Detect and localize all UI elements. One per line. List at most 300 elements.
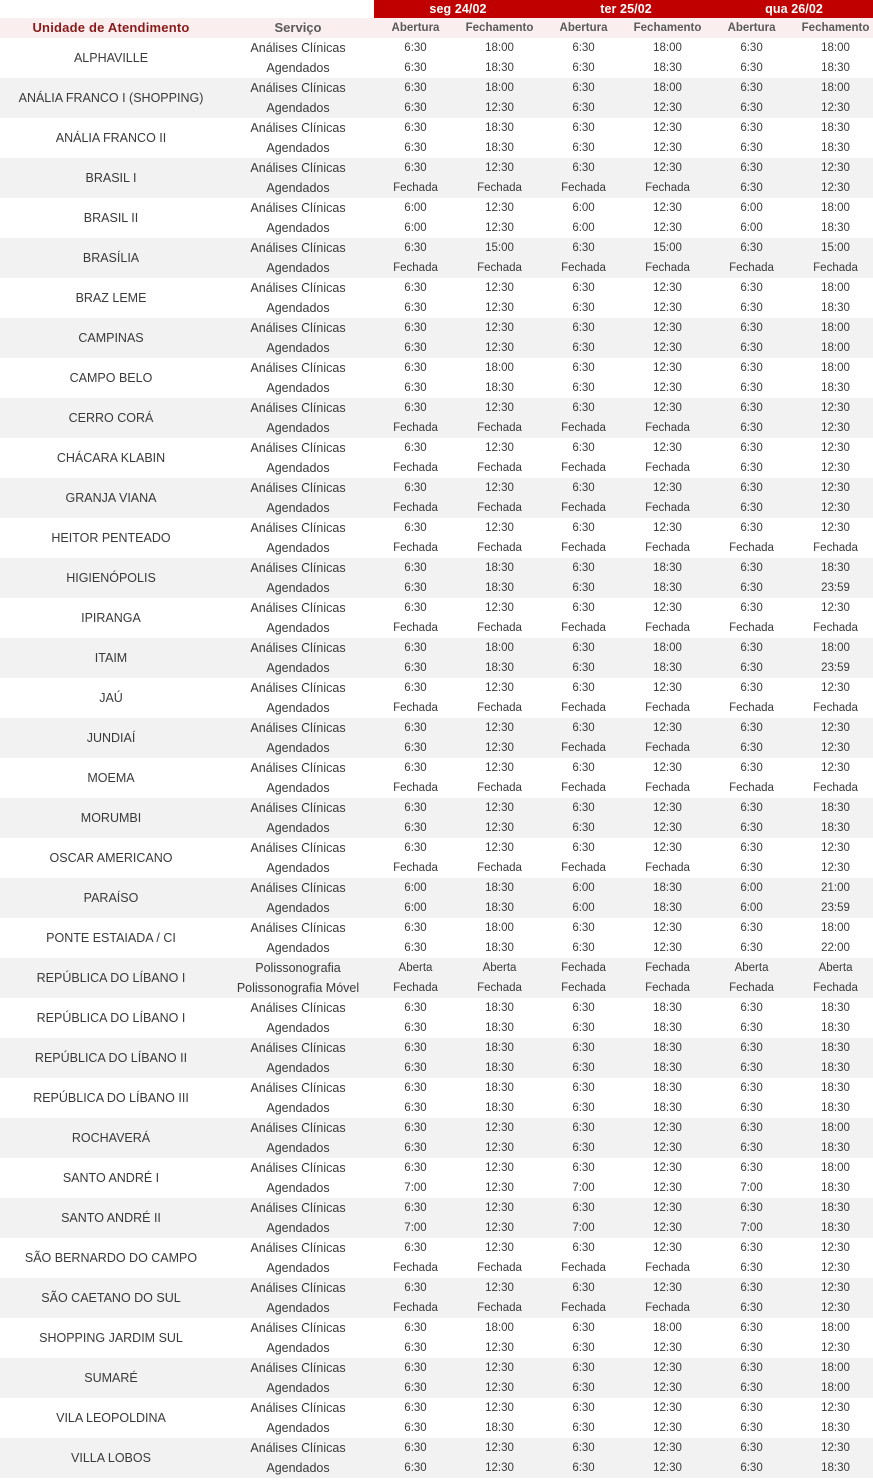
service-name-cell: Agendados <box>222 618 374 638</box>
opening-time-cell: 6:30 <box>710 158 793 178</box>
table-row <box>0 78 873 98</box>
opening-time-cell: 6:00 <box>710 218 793 238</box>
service-name-cell: Agendados <box>222 418 374 438</box>
table-row <box>0 238 873 258</box>
unit-name-cell: BRASIL II <box>0 198 222 238</box>
service-name-cell: Análises Clínicas <box>222 358 374 378</box>
table-row <box>0 1238 873 1258</box>
opening-time-cell: 6:30 <box>542 1318 625 1338</box>
opening-time-cell: Fechada <box>542 458 625 478</box>
closing-time-cell: 18:00 <box>625 78 710 98</box>
opening-time-cell: 6:30 <box>542 1098 625 1118</box>
closing-time-cell: 18:30 <box>793 558 873 578</box>
table-row <box>0 798 873 818</box>
table-row <box>0 638 873 658</box>
service-name-cell: Análises Clínicas <box>222 1438 374 1458</box>
closing-time-cell: 12:30 <box>457 318 542 338</box>
opening-time-cell: 6:30 <box>542 718 625 738</box>
closing-time-cell: 12:30 <box>625 1178 710 1198</box>
closing-time-cell: 12:30 <box>625 98 710 118</box>
opening-time-cell: 6:30 <box>374 1118 457 1138</box>
closing-time-cell: 18:30 <box>625 1018 710 1038</box>
service-name-cell: Agendados <box>222 498 374 518</box>
service-name-cell: Polissonografia Móvel <box>222 978 374 998</box>
opening-time-cell: 6:30 <box>542 1398 625 1418</box>
closing-time-cell: 18:00 <box>625 638 710 658</box>
closing-time-cell: 18:00 <box>793 1358 873 1378</box>
service-name-cell: Agendados <box>222 1138 374 1158</box>
table-row <box>0 1438 873 1458</box>
closing-time-cell: 18:00 <box>793 198 873 218</box>
unit-name-cell: ANÁLIA FRANCO II <box>0 118 222 158</box>
closing-time-cell: Fechada <box>457 498 542 518</box>
opening-time-cell: 6:30 <box>710 1438 793 1458</box>
opening-time-cell: 6:00 <box>374 878 457 898</box>
closing-time-cell: 18:30 <box>793 118 873 138</box>
closing-time-cell: 18:30 <box>457 1078 542 1098</box>
opening-time-cell: 6:30 <box>710 1378 793 1398</box>
opening-time-cell: 6:30 <box>374 758 457 778</box>
closing-time-cell: 18:30 <box>793 1098 873 1118</box>
opening-time-cell: 6:30 <box>710 1338 793 1358</box>
opening-time-cell: 6:30 <box>374 1158 457 1178</box>
closing-time-cell: 12:30 <box>625 1278 710 1298</box>
opening-time-cell: Fechada <box>710 978 793 998</box>
header-unit: Unidade de Atendimento <box>0 18 222 38</box>
opening-time-cell: 6:30 <box>710 518 793 538</box>
opening-time-cell: Fechada <box>542 978 625 998</box>
opening-time-cell: Fechada <box>542 178 625 198</box>
header-open-2: Abertura <box>542 18 625 38</box>
closing-time-cell: 18:30 <box>625 878 710 898</box>
opening-time-cell: 6:30 <box>710 1118 793 1138</box>
closing-time-cell: 18:30 <box>793 1218 873 1238</box>
unit-name-cell: SANTO ANDRÉ II <box>0 1198 222 1238</box>
unit-name-cell: REPÚBLICA DO LÍBANO II <box>0 1038 222 1078</box>
closing-time-cell: Fechada <box>625 458 710 478</box>
closing-time-cell: 18:30 <box>793 298 873 318</box>
closing-time-cell: 12:30 <box>625 1158 710 1178</box>
closing-time-cell: 12:30 <box>793 1298 873 1318</box>
service-name-cell: Análises Clínicas <box>222 598 374 618</box>
closing-time-cell: 18:30 <box>793 998 873 1018</box>
closing-time-cell: 18:30 <box>793 1178 873 1198</box>
closing-time-cell: Fechada <box>625 698 710 718</box>
service-name-cell: Polissonografia <box>222 958 374 978</box>
closing-time-cell: Fechada <box>625 1298 710 1318</box>
service-name-cell: Análises Clínicas <box>222 1358 374 1378</box>
closing-time-cell: Fechada <box>625 538 710 558</box>
closing-time-cell: 18:00 <box>793 78 873 98</box>
closing-time-cell: 12:30 <box>625 138 710 158</box>
closing-time-cell: 12:30 <box>457 198 542 218</box>
closing-time-cell: 12:30 <box>457 838 542 858</box>
opening-time-cell: 6:30 <box>710 1358 793 1378</box>
service-name-cell: Agendados <box>222 298 374 318</box>
opening-time-cell: 6:30 <box>374 1018 457 1038</box>
closing-time-cell: 12:30 <box>625 1358 710 1378</box>
closing-time-cell: 12:30 <box>457 98 542 118</box>
opening-time-cell: Fechada <box>374 538 457 558</box>
closing-time-cell: 18:00 <box>457 1318 542 1338</box>
closing-time-cell: 12:30 <box>793 158 873 178</box>
closing-time-cell: 18:30 <box>625 58 710 78</box>
service-name-cell: Agendados <box>222 98 374 118</box>
service-name-cell: Análises Clínicas <box>222 1038 374 1058</box>
closing-time-cell: 12:30 <box>457 278 542 298</box>
opening-time-cell: 6:30 <box>542 638 625 658</box>
table-row <box>0 1318 873 1338</box>
closing-time-cell: 12:30 <box>457 1458 542 1478</box>
opening-time-cell: Fechada <box>374 498 457 518</box>
closing-time-cell: 18:30 <box>625 1098 710 1118</box>
opening-time-cell: 6:30 <box>374 1418 457 1438</box>
service-name-cell: Análises Clínicas <box>222 38 374 58</box>
opening-time-cell: 6:30 <box>710 118 793 138</box>
closing-time-cell: 18:30 <box>793 218 873 238</box>
closing-time-cell: 18:00 <box>793 1158 873 1178</box>
table-row <box>0 278 873 298</box>
unit-name-cell: GRANJA VIANA <box>0 478 222 518</box>
closing-time-cell: 12:30 <box>625 1238 710 1258</box>
closing-time-cell: 12:30 <box>457 1278 542 1298</box>
opening-time-cell: Fechada <box>710 258 793 278</box>
opening-time-cell: 6:30 <box>542 1058 625 1078</box>
closing-time-cell: 12:30 <box>793 838 873 858</box>
closing-time-cell: 18:30 <box>625 1058 710 1078</box>
closing-time-cell: 12:30 <box>457 1158 542 1178</box>
table-row <box>0 198 873 218</box>
opening-time-cell: 6:30 <box>542 358 625 378</box>
service-name-cell: Análises Clínicas <box>222 1278 374 1298</box>
opening-time-cell: 6:30 <box>374 1378 457 1398</box>
closing-time-cell: 23:59 <box>793 658 873 678</box>
opening-time-cell: 6:30 <box>710 58 793 78</box>
opening-time-cell: 6:30 <box>542 1458 625 1478</box>
opening-time-cell: 6:00 <box>542 218 625 238</box>
service-name-cell: Agendados <box>222 1338 374 1358</box>
table-row <box>0 1198 873 1218</box>
opening-time-cell: 6:30 <box>374 338 457 358</box>
closing-time-cell: 12:30 <box>457 518 542 538</box>
closing-time-cell: Fechada <box>625 178 710 198</box>
service-name-cell: Agendados <box>222 1418 374 1438</box>
opening-time-cell: 6:30 <box>374 598 457 618</box>
closing-time-cell: Fechada <box>625 958 710 978</box>
service-name-cell: Agendados <box>222 778 374 798</box>
closing-time-cell: Fechada <box>457 178 542 198</box>
opening-time-cell: 6:30 <box>542 238 625 258</box>
unit-name-cell: HEITOR PENTEADO <box>0 518 222 558</box>
closing-time-cell: Fechada <box>457 258 542 278</box>
opening-time-cell: 6:30 <box>542 1078 625 1098</box>
service-name-cell: Análises Clínicas <box>222 1398 374 1418</box>
unit-name-cell: CAMPO BELO <box>0 358 222 398</box>
unit-name-cell: JAÚ <box>0 678 222 718</box>
closing-time-cell: 18:30 <box>457 378 542 398</box>
opening-time-cell: 6:30 <box>542 98 625 118</box>
closing-time-cell: 12:30 <box>793 178 873 198</box>
opening-time-cell: 6:30 <box>542 1358 625 1378</box>
closing-time-cell: 12:30 <box>793 718 873 738</box>
service-name-cell: Análises Clínicas <box>222 1238 374 1258</box>
closing-time-cell: 18:30 <box>457 1018 542 1038</box>
opening-time-cell: 6:30 <box>374 1458 457 1478</box>
closing-time-cell: 12:30 <box>625 938 710 958</box>
table-row <box>0 758 873 778</box>
closing-time-cell: 18:30 <box>457 118 542 138</box>
closing-time-cell: 15:00 <box>457 238 542 258</box>
service-name-cell: Análises Clínicas <box>222 318 374 338</box>
opening-time-cell: 6:30 <box>710 438 793 458</box>
opening-time-cell: 6:00 <box>542 198 625 218</box>
closing-time-cell: 18:00 <box>457 638 542 658</box>
banner-spacer-service <box>222 0 374 18</box>
opening-time-cell: Fechada <box>374 1298 457 1318</box>
unit-name-cell: ALPHAVILLE <box>0 38 222 78</box>
unit-name-cell: SÃO BERNARDO DO CAMPO <box>0 1238 222 1278</box>
unit-name-cell: VILLA LOBOS <box>0 1438 222 1478</box>
opening-time-cell: 6:00 <box>374 198 457 218</box>
table-row <box>0 318 873 338</box>
opening-time-cell: 6:30 <box>542 918 625 938</box>
opening-time-cell: 6:30 <box>710 1038 793 1058</box>
opening-time-cell: 6:30 <box>710 178 793 198</box>
closing-time-cell: 12:30 <box>457 1198 542 1218</box>
closing-time-cell: 12:30 <box>625 318 710 338</box>
opening-time-cell: Fechada <box>374 258 457 278</box>
closing-time-cell: 12:30 <box>625 1438 710 1458</box>
closing-time-cell: Fechada <box>625 258 710 278</box>
opening-time-cell: 6:30 <box>710 278 793 298</box>
opening-time-cell: 6:30 <box>374 518 457 538</box>
closing-time-cell: 18:00 <box>793 1118 873 1138</box>
closing-time-cell: 15:00 <box>625 238 710 258</box>
closing-time-cell: 12:30 <box>457 818 542 838</box>
opening-time-cell: 6:30 <box>710 738 793 758</box>
closing-time-cell: 12:30 <box>793 1338 873 1358</box>
service-name-cell: Agendados <box>222 58 374 78</box>
closing-time-cell: 12:30 <box>457 1338 542 1358</box>
opening-time-cell: 6:30 <box>542 78 625 98</box>
closing-time-cell: 18:30 <box>625 578 710 598</box>
closing-time-cell: 12:30 <box>625 1398 710 1418</box>
closing-time-cell: 12:30 <box>625 198 710 218</box>
opening-time-cell: 6:30 <box>542 58 625 78</box>
service-name-cell: Agendados <box>222 938 374 958</box>
service-name-cell: Análises Clínicas <box>222 198 374 218</box>
opening-time-cell: 6:00 <box>374 898 457 918</box>
closing-time-cell: 18:00 <box>793 318 873 338</box>
closing-time-cell: 18:30 <box>793 58 873 78</box>
unit-name-cell: SUMARÉ <box>0 1358 222 1398</box>
closing-time-cell: Fechada <box>625 778 710 798</box>
opening-time-cell: 6:30 <box>710 838 793 858</box>
closing-time-cell: 12:30 <box>457 738 542 758</box>
opening-time-cell: 6:30 <box>374 818 457 838</box>
opening-time-cell: 6:30 <box>374 1318 457 1338</box>
opening-time-cell: Fechada <box>542 418 625 438</box>
opening-time-cell: 6:30 <box>710 458 793 478</box>
closing-time-cell: 18:00 <box>793 338 873 358</box>
unit-name-cell: CAMPINAS <box>0 318 222 358</box>
opening-time-cell: 6:30 <box>542 118 625 138</box>
header-service: Serviço <box>222 18 374 38</box>
closing-time-cell: Fechada <box>457 978 542 998</box>
table-row <box>0 678 873 698</box>
opening-time-cell: 6:30 <box>374 358 457 378</box>
opening-time-cell: 6:30 <box>542 558 625 578</box>
unit-name-cell: CHÁCARA KLABIN <box>0 438 222 478</box>
closing-time-cell: 12:30 <box>457 1358 542 1378</box>
closing-time-cell: 12:30 <box>625 1418 710 1438</box>
opening-time-cell: 6:00 <box>710 198 793 218</box>
closing-time-cell: 18:30 <box>457 658 542 678</box>
closing-time-cell: 12:30 <box>625 378 710 398</box>
closing-time-cell: Fechada <box>457 698 542 718</box>
closing-time-cell: 12:30 <box>457 218 542 238</box>
opening-time-cell: 6:30 <box>710 498 793 518</box>
unit-name-cell: JUNDIAÍ <box>0 718 222 758</box>
closing-time-cell: 12:30 <box>457 1238 542 1258</box>
opening-time-cell: Fechada <box>542 778 625 798</box>
opening-time-cell: 6:30 <box>374 58 457 78</box>
opening-time-cell: 6:30 <box>542 598 625 618</box>
service-name-cell: Agendados <box>222 1378 374 1398</box>
opening-time-cell: 6:30 <box>374 1098 457 1118</box>
service-name-cell: Agendados <box>222 138 374 158</box>
table-row <box>0 1118 873 1138</box>
opening-time-cell: 6:30 <box>710 238 793 258</box>
closing-time-cell: 12:30 <box>625 1338 710 1358</box>
opening-time-cell: 6:30 <box>542 838 625 858</box>
opening-time-cell: 6:30 <box>710 798 793 818</box>
day-header-1: seg 24/02 <box>374 0 542 18</box>
opening-time-cell: 6:30 <box>710 658 793 678</box>
opening-time-cell: Fechada <box>374 1258 457 1278</box>
closing-time-cell: 12:30 <box>625 1198 710 1218</box>
service-name-cell: Análises Clínicas <box>222 398 374 418</box>
opening-time-cell: 6:30 <box>374 578 457 598</box>
closing-time-cell: 18:00 <box>457 38 542 58</box>
closing-time-cell: 12:30 <box>625 118 710 138</box>
closing-time-cell: 18:30 <box>457 138 542 158</box>
closing-time-cell: 18:00 <box>625 38 710 58</box>
table-row <box>0 918 873 938</box>
unit-name-cell: MOEMA <box>0 758 222 798</box>
service-name-cell: Análises Clínicas <box>222 478 374 498</box>
header-open-3: Abertura <box>710 18 793 38</box>
closing-time-cell: 18:00 <box>793 358 873 378</box>
opening-time-cell: 6:00 <box>374 218 457 238</box>
opening-time-cell: 6:00 <box>542 878 625 898</box>
opening-time-cell: 6:30 <box>374 138 457 158</box>
service-name-cell: Agendados <box>222 1458 374 1478</box>
unit-name-cell: SÃO CAETANO DO SUL <box>0 1278 222 1318</box>
opening-time-cell: 6:30 <box>374 298 457 318</box>
closing-time-cell: 18:00 <box>793 638 873 658</box>
closing-time-cell: 12:30 <box>793 858 873 878</box>
opening-time-cell: 6:30 <box>542 278 625 298</box>
closing-time-cell: 12:30 <box>793 98 873 118</box>
opening-time-cell: 6:30 <box>710 1058 793 1078</box>
closing-time-cell: 12:30 <box>457 398 542 418</box>
opening-time-cell: 6:30 <box>710 78 793 98</box>
closing-time-cell: 18:30 <box>457 1418 542 1438</box>
service-name-cell: Agendados <box>222 1258 374 1278</box>
opening-time-cell: 6:30 <box>710 818 793 838</box>
opening-time-cell: Fechada <box>542 1258 625 1278</box>
service-name-cell: Agendados <box>222 338 374 358</box>
opening-time-cell: 6:30 <box>710 858 793 878</box>
closing-time-cell: 12:30 <box>457 758 542 778</box>
opening-time-cell: Aberta <box>710 958 793 978</box>
service-name-cell: Agendados <box>222 1178 374 1198</box>
opening-time-cell: 6:30 <box>710 38 793 58</box>
opening-time-cell: 6:30 <box>542 758 625 778</box>
unit-name-cell: SHOPPING JARDIM SUL <box>0 1318 222 1358</box>
closing-time-cell: 18:30 <box>793 1458 873 1478</box>
closing-time-cell: 18:30 <box>793 798 873 818</box>
closing-time-cell: 12:30 <box>457 718 542 738</box>
closing-time-cell: 18:30 <box>793 818 873 838</box>
closing-time-cell: 12:30 <box>457 1218 542 1238</box>
closing-time-cell: 22:00 <box>793 938 873 958</box>
closing-time-cell: 12:30 <box>625 518 710 538</box>
header-close-2: Fechamento <box>625 18 710 38</box>
opening-time-cell: Fechada <box>542 858 625 878</box>
closing-time-cell: 12:30 <box>457 158 542 178</box>
service-name-cell: Agendados <box>222 378 374 398</box>
opening-time-cell: 6:30 <box>542 1038 625 1058</box>
table-row <box>0 158 873 178</box>
service-name-cell: Análises Clínicas <box>222 878 374 898</box>
closing-time-cell: Fechada <box>793 978 873 998</box>
service-name-cell: Análises Clínicas <box>222 838 374 858</box>
opening-time-cell: Fechada <box>542 498 625 518</box>
opening-time-cell: 6:30 <box>710 1298 793 1318</box>
unit-name-cell: REPÚBLICA DO LÍBANO I <box>0 958 222 998</box>
closing-time-cell: 23:59 <box>793 578 873 598</box>
day-header-2: ter 25/02 <box>542 0 710 18</box>
opening-time-cell: 6:30 <box>374 1338 457 1358</box>
service-name-cell: Análises Clínicas <box>222 758 374 778</box>
service-name-cell: Agendados <box>222 458 374 478</box>
opening-time-cell: 6:30 <box>542 338 625 358</box>
closing-time-cell: 18:30 <box>457 998 542 1018</box>
opening-time-cell: 6:30 <box>710 938 793 958</box>
service-name-cell: Agendados <box>222 1058 374 1078</box>
service-name-cell: Agendados <box>222 258 374 278</box>
closing-time-cell: 18:00 <box>457 918 542 938</box>
opening-time-cell: 6:30 <box>374 658 457 678</box>
service-name-cell: Análises Clínicas <box>222 558 374 578</box>
service-name-cell: Agendados <box>222 1018 374 1038</box>
opening-time-cell: 6:30 <box>710 1198 793 1218</box>
closing-time-cell: 18:30 <box>625 1038 710 1058</box>
closing-time-cell: 18:00 <box>625 1318 710 1338</box>
closing-time-cell: 18:30 <box>793 1138 873 1158</box>
opening-time-cell: 6:30 <box>710 758 793 778</box>
opening-time-cell: 6:30 <box>374 1058 457 1078</box>
opening-time-cell: 6:30 <box>374 38 457 58</box>
opening-time-cell: 6:30 <box>542 298 625 318</box>
opening-time-cell: 6:30 <box>374 318 457 338</box>
closing-time-cell: 18:30 <box>793 1058 873 1078</box>
closing-time-cell: Fechada <box>457 618 542 638</box>
opening-time-cell: 6:30 <box>542 1238 625 1258</box>
closing-time-cell: 18:00 <box>793 918 873 938</box>
